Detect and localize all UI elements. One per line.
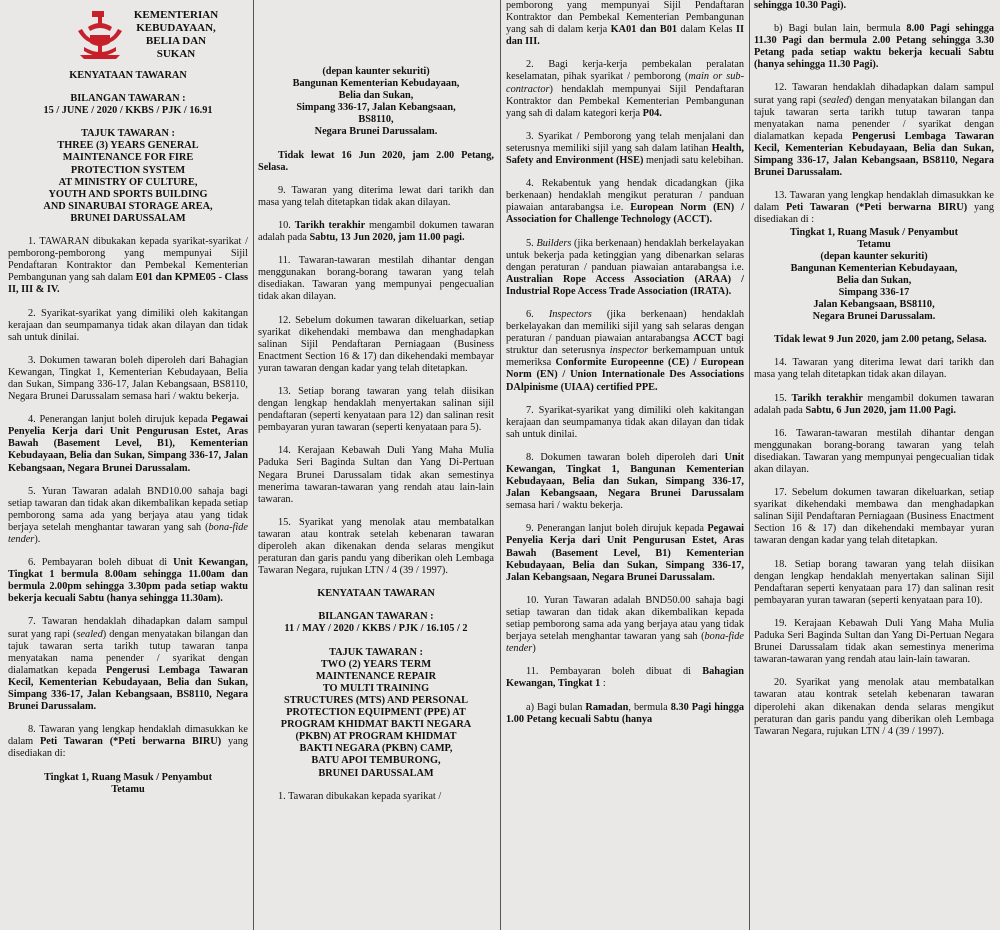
clause-20: 20. Syarikat yang menolak atau membatalkan tawaran atau kontrak setelah kebenaran tawaran diperolehi akan dikenakan denda selaras mengikut peraturan dan garis pandu yang diberikan oleh Lembaga Tawaran Negara, rujukan LTN / 4 (39 / 1997). (754, 677, 994, 737)
clause-7: 7. Tawaran hendaklah dihadapkan dalam sampul surat yang rapi (sealed) dengan menyatakan bilangan dan tajuk tawaran serta tarikh tutup tawaran tanpa menyatakan nama penender / syarikat dengan dialamatkan kepada Pengerusi Lembaga Tawaran Kecil, Kementerian Kebudayaan, Belia dan Sukan, Simpang 336-17, Jalan Kebangsaan, BS8110, Negara Brunei Darussalam. (8, 616, 248, 713)
closing-deadline: Tidak lewat 16 Jun 2020, jam 2.00 Petang, Selasa. (258, 149, 494, 173)
clause-8: 8. Dokumen tawaran boleh diperoleh dari Unit Kewangan, Tingkat 1, Bangunan Kementerian Kebudayaan, Belia dan Sukan, Simpang 336-17, Jalan Kebangsaan, Negara Brunei Darussalam semasa hari / waktu bekerja. (506, 451, 744, 512)
clause-3: 3. Dokumen tawaran boleh diperoleh dari Bahagian Kewangan, Tingkat 1, Kementerian Kebudayaan, Belia dan Sukan, Simpang 336-17, Jalan Kebangsaan, BS8110, Negara Brunei Darussalam semasa hari / waktu bekerja. (8, 354, 248, 403)
clause-14: 14. Kerajaan Kebawah Duli Yang Maha Mulia Paduka Seri Baginda Sultan dan Yang Di-Pertuan Negara Brunei Darussalam tidak akan semestinya menerima tawaran-tawaran yang rendah atau lain-lain tawaran. (258, 445, 494, 505)
clause-10: 10. Tarikh terakhir mengambil dokumen tawaran adalah pada Sabtu, 13 Jun 2020, jam 11.00 pagi. (258, 219, 494, 244)
clause-11-b: b) Bagi bulan lain, bermula 8.00 Pagi sehingga 11.30 Pagi dan bermula 2.00 Petang sehingga 3.30 Petang pada setiap waktu bekerja kecuali Sabtu (hanya sehingga 11.30 Pagi). (754, 23, 994, 71)
notice-heading: KENYATAAN TAWARAN (69, 70, 187, 81)
tender-number: BILANGAN TAWARAN : 11 / MAY / 2020 / KKBS / PJK / 16.105 / 2 (284, 611, 468, 635)
clause-9: 9. Penerangan lanjut boleh dirujuk kepada Pegawai Penyelia Kerja dari Unit Pengurusan Estet, Aras Bawah (Basement Level, B1) Kementerian Kebudayaan, Belia dan Sukan, Simpang 336-17, Jalan Kebangsaan, Negara Brunei Darussalam. (506, 523, 744, 583)
clause-16: 16. Tawaran-tawaran mestilah dihantar dengan menggunakan borang-borang tawaran yang telah disediakan. Tawaran yang mempunyai pengecualian tidak akan dilayan. (754, 427, 994, 475)
clause-1-continued: pemborong yang mempunyai Sijil Pendaftaran Kontraktor dan Pembekal Kementerian Pembangunan yang sah di dalam kerja KA01 dan B01 dalam Kelas II dan III. (506, 0, 744, 48)
column-3 (506, 0, 744, 930)
brunei-crest-icon (70, 5, 130, 65)
clause-9: 9. Tawaran yang diterima lewat dari tarikh dan masa yang telah ditetapkan tidak akan dilayan. (258, 184, 494, 208)
submission-address: Tingkat 1, Ruang Masuk / Penyambut Tetamu (43, 771, 213, 795)
clause-15: 15. Syarikat yang menolak atau membatalkan tawaran atau kontrak setelah kebenaran tawaran diperoleh akan dikenakan denda selaras mengikut peraturan dan garis pandu yang diberikan oleh Lembaga Tawaran Negara, rujukan LTN / 4 (39 / 1997). (258, 516, 494, 577)
notice-heading: KENYATAAN TAWARAN (317, 588, 435, 600)
tender-title: TAJUK TAWARAN : THREE (3) YEARS GENERAL MAINTENANCE FOR FIRE PROTECTION SYSTEM AT MINISTRY OF CULTURE, YOUTH AND SPORTS BUILDING AND SINARUBAI STORAGE AREA, BRUNEI DARUSSALAM (43, 128, 213, 224)
column-divider (253, 0, 254, 930)
submission-address-continued: (depan kaunter sekuriti) Bangunan Kementerian Kebudayaan, Belia dan Sukan, Simpang 336-17, Jalan Kebangsaan, BS8110, Negara Brunei Darussalam. (292, 66, 460, 138)
clause-10: 10. Yuran Tawaran adalah BND50.00 sahaja bagi setiap tawaran dan tidak akan dikembalikan kepada setiap pemborong sama ada yang berjaya atau yang tidak berjaya setelah menghantar tawaran yang sah (bona-fide tender) (506, 594, 744, 655)
ministry-header (8, 0, 248, 70)
clause-13: 13. Setiap borang tawaran yang telah diisikan dengan lengkap hendaklah menyertakan salinan sijil pendaftaran (seperti kenyataan para 12) dan salinan resit pembayaran yuran tawaran (seperti kenyataan para 5). (258, 385, 494, 434)
closing-deadline: Tidak lewat 9 Jun 2020, jam 2.00 petang, Selasa. (774, 334, 987, 346)
clause-2: 2. Bagi kerja-kerja pembekalan peralatan keselamatan, pihak syarikat / pemborong (main or sub-contractor) hendaklah mempunyai Sijil Pendaftaran Kontraktor dan Pembekal Kementerian Pembangunan yang sah di dalam kategori kerja P04. (506, 59, 744, 119)
clause-7: 7. Syarikat-syarikat yang dimiliki oleh kakitangan kerajaan dan seumpamanya tidak akan dilayan dan tidak sah untuk dinilai. (506, 404, 744, 440)
clause-2: 2. Syarikat-syarikat yang dimiliki oleh kakitangan kerajaan dan seumpamanya tidak akan dilayan dan tidak sah untuk dinilai. (8, 307, 248, 343)
clause-12: 12. Tawaran hendaklah dihadapkan dalam sampul surat yang rapi (sealed) dengan menyatakan bilangan dan tajuk tawaran serta tarikh tutup tawaran tanpa menyatakan nama penender / syarikat dengan dialamatkan kepada Pengerusi Lembaga Tawaran Kecil, Kementerian Kebudayaan, Belia dan Sukan, Simpang 336-17, Jalan Kebangsaan, BS8110, Negara Brunei Darussalam. (754, 82, 994, 179)
clause-5: 5. Builders (jika berkenaan) hendaklah berkelayakan untuk bekerja pada ketinggian yang dibenarkan selaras dengan peraturan / panduan piawaian antarabangsa i.e. Australian Rope Access Association (ARAA) / Industrial Rope Access Trade Association (IRATA). (506, 237, 744, 297)
column-1 (8, 0, 248, 930)
clause-11: 11. Tawaran-tawaran mestilah dihantar dengan menggunakan borang-borang tawaran yang telah disediakan. Tawaran yang mempunyai pengecualian tidak akan dilayan. (258, 255, 494, 303)
clause-4: 4. Rekabentuk yang hendak dicadangkan (jika berkenaan) hendaklah mengikut peraturan / panduan piawaian antarabangsa i.e. European Norm (EN) / Association for Challenge Technology (ACCT). (506, 178, 744, 226)
clause-12: 12. Sebelum dokumen tawaran dikeluarkan, setiap syarikat dikehendaki membawa dan menghadapkan salinan Sijil Pendaftaran Perniagaan (Business Enactment Section 16 & 17) dan dikehendaki membayar yuran tawaran dengan kadar yang telah ditetapkan. (258, 314, 494, 374)
clause-18: 18. Setiap borang tawaran yang telah diisikan dengan lengkap hendaklah menyertakan salinan Sijil Pendaftaran seperti kenyataan para 17) dan salinan resit pembayaran yuran tawaran (seperti kenyataan para 10). (754, 558, 994, 606)
clause-11-a-continued: sehingga 10.30 Pagi). (754, 0, 847, 11)
tender-number: BILANGAN TAWARAN : 15 / JUNE / 2020 / KKBS / PJK / 16.91 (43, 93, 213, 117)
column-divider (749, 0, 750, 930)
submission-address: Tingkat 1, Ruang Masuk / Penyambut Tetamu (depan kaunter sekuriti) Bangunan Kementerian Kebudayaan, Belia dan Sukan, Simpang 336-17 Jalan Kebangsaan, BS8110, Negara Brunei Darussalam. (789, 226, 959, 323)
ministry-name: KEMENTERIAN KEBUDAYAAN, BELIA DAN SUKAN (133, 9, 219, 60)
clause-1: 1. Tawaran dibukakan kepada syarikat / (278, 790, 442, 802)
clause-19: 19. Kerajaan Kebawah Duli Yang Maha Mulia Paduka Seri Baginda Sultan dan Yang Di-Pertuan Negara Brunei Darussalam tidak akan semestinya menerima tawaran-tawaran yang rendah atau lain-lain tawaran. (754, 617, 994, 666)
clause-6: 6. Inspectors (jika berkenaan) hendaklah berkelayakan dan memiliki sijil yang sah selaras dengan peraturan / panduan piawaian antarabangsa ACCT bagi struktur dan seterusnya inspector berkemampuan untuk memeriksa Conformite Europeenne (CE) / European Norm (EN) / Union Internationale Des Associations DAlpinisme (UIAA) certified PPE. (506, 308, 744, 393)
clause-5: 5. Yuran Tawaran adalah BND10.00 sahaja bagi setiap tawaran dan tidak akan dikembalikan kepada setiap pemborong sama ada yang berjaya atau yang tidak berjaya setelah menghantar tawaran yang sah (bona-fide tender). (8, 485, 248, 545)
column-divider (500, 0, 501, 930)
clause-14: 14. Tawaran yang diterima lewat dari tarikh dan masa yang telah ditetapkan tidak akan dilayan. (754, 357, 994, 381)
clause-6: 6. Pembayaran boleh dibuat di Unit Kewangan, Tingkat 1 bermula 8.00am sehingga 11.00am dan bermula 2.00pm sehingga 3.30pm pada setiap waktu bekerja kecuali Sabtu (hanya sehingga 11.30am). (8, 557, 248, 605)
column-2 (258, 0, 494, 930)
clause-17: 17. Sebelum dokumen tawaran dikeluarkan, setiap syarikat dikehendaki membawa dan menghadapkan salinan Sijil Pendaftaran Perniagaan (Business Enactment Section 16 & 17) dan dikehendaki membayar yuran tawaran dengan kadar yang telah ditetapkan. (754, 487, 994, 547)
clause-3: 3. Syarikat / Pemborong yang telah menjalani dan seterusnya memiliki sijil yang sah dalam latihan Health, Safety and Environment (HSE) menjadi satu kelebihan. (506, 130, 744, 167)
clause-1: 1. TAWARAN dibukakan kepada syarikat-syarikat / pemborong-pemborong yang mempunyai Sijil Pendaftaran Kontraktor dan Pembekal Kementerian Pembangunan yang sah dalam E01 dan KPME05 - Class II, III & IV. (8, 236, 248, 296)
clause-8: 8. Tawaran yang lengkap hendaklah dimasukkan ke dalam Peti Tawaran (*Peti berwarna BIRU) yang disediakan di: (8, 724, 248, 760)
tender-title: TAJUK TAWARAN : TWO (2) YEARS TERM MAINTENANCE REPAIR TO MULTI TRAINING STRUCTURES (MTS) AND PERSONAL PROTECTION EQUIPMENT (PPE) AT PROGRAM KHIDMAT BAKTI NEGARA (PKBN) AT PROGRAM KHIDMAT BAKTI NEGARA (PKBN) CAMP, BATU APOI TEMBURONG, BRUNEI DARUSSALAM (280, 646, 472, 779)
clause-11: 11. Pembayaran boleh dibuat di Bahagian Kewangan, Tingkat 1 : (506, 666, 744, 690)
clause-4: 4. Penerangan lanjut boleh dirujuk kepada Pegawai Penyelia Kerja dari Unit Pengurusan Estet, Aras Bawah (Basement Level, B1), Kementerian Kebudayaan, Belia dan Sukan, Simpang 336-17, Jalan Kebangsaan, Negara Brunei Darussalam. (8, 414, 248, 474)
column-4 (754, 0, 994, 930)
clause-13: 13. Tawaran yang lengkap hendaklah dimasukkan ke dalam Peti Tawaran (*Peti berwarna BIRU) yang disediakan di : (754, 190, 994, 226)
clause-15: 15. Tarikh terakhir mengambil dokumen tawaran adalah pada Sabtu, 6 Jun 2020, jam 11.00 Pagi. (754, 392, 994, 416)
clause-11-a: a) Bagi bulan Ramadan, bermula 8.30 Pagi hingga 1.00 Petang kecuali Sabtu (hanya (506, 701, 744, 725)
